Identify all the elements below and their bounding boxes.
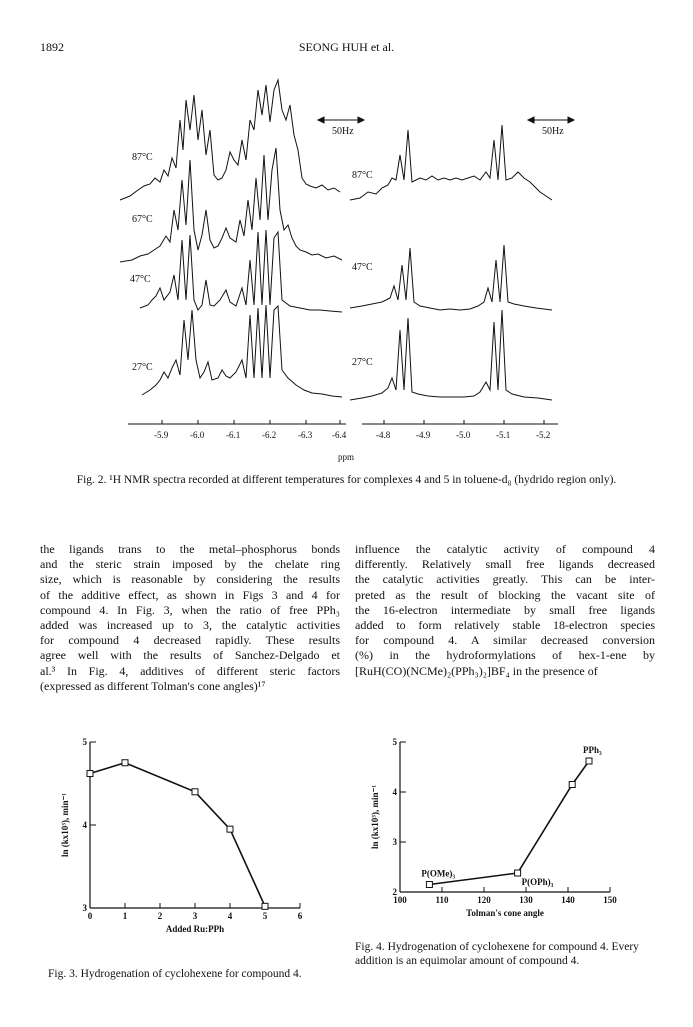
spectrum-left-27 <box>142 305 342 397</box>
body-line: (expressed as different Tolman's cone angles)¹⁷ <box>40 678 266 693</box>
x-tick-label: 6 <box>297 911 303 921</box>
y-tick-label: 3 <box>82 903 87 913</box>
x-tick-label: 140 <box>561 895 575 905</box>
x-tick-label: 0 <box>87 911 93 921</box>
body-line: and the steric strain imposed by the chelate ring <box>40 557 340 572</box>
ppm-tick-right-1: -4.9 <box>416 430 431 440</box>
scale-arrows <box>318 117 574 123</box>
spectrum-right-87 <box>350 125 552 200</box>
body-line: differently. Relatively small free ligands decreased <box>355 557 655 572</box>
data-point-marker <box>426 882 432 888</box>
body-text-left-column <box>40 542 340 694</box>
body-line: added was increased up to 3, the catalytic activities <box>40 617 340 632</box>
x-tick-label: 5 <box>262 911 268 921</box>
data-point-marker <box>227 826 233 832</box>
y-tick-label: 4 <box>392 787 397 797</box>
y-tick-label: 4 <box>82 820 87 830</box>
x-tick-label: 110 <box>435 895 449 905</box>
ppm-tick-left-0: -5.9 <box>154 430 169 440</box>
temp-label-right-27: 27°C <box>352 357 373 368</box>
body-line: preted as the result of blocking the vacant site of <box>355 587 655 602</box>
ppm-axis-label: ppm <box>337 452 355 462</box>
data-point-marker <box>122 760 128 766</box>
x-tick-label: 100 <box>393 895 407 905</box>
y-axis-label: ln (kx10³), min⁻¹ <box>370 785 380 849</box>
spectrum-right-27 <box>350 310 552 400</box>
figure3-chart <box>60 730 330 960</box>
x-axis-label: Tolman's cone angle <box>466 908 544 918</box>
temp-label-left-87: 87°C <box>132 152 153 163</box>
series-line <box>429 761 589 885</box>
point-label: P(OMe)₃ <box>421 868 456 879</box>
data-point-marker <box>87 771 93 777</box>
x-tick-label: 130 <box>519 895 533 905</box>
x-tick-label: 1 <box>122 911 128 921</box>
ppm-tick-left-1: -6.0 <box>190 430 205 440</box>
figure4-caption: Fig. 4. Hydrogenation of cyclohexene for compound 4. Every addition is an equimolar amount of compound 4. <box>355 941 639 967</box>
body-text-right-column <box>355 542 655 679</box>
ppm-tick-right-4: -5.2 <box>536 430 551 440</box>
point-label: P(OPh)₃ <box>521 877 554 887</box>
ppm-tick-right-0: -4.8 <box>376 430 391 440</box>
x-tick-label: 120 <box>477 895 491 905</box>
figure3-caption: Fig. 3. Hydrogenation of cyclohexene for compound 4. <box>48 968 302 980</box>
body-line: for compound 4 decreased rapidly. These results <box>40 633 340 648</box>
temp-label-left-47: 47°C <box>130 274 151 285</box>
y-tick-label: 5 <box>392 737 397 747</box>
figure2-caption: Fig. 2. ¹H NMR spectra recorded at different temperatures for complexes 4 and 5 in toluene-d₈ (hydrido region only). <box>76 474 617 486</box>
body-line: (%) in the hydroformylations of hex-1-ene by <box>355 648 655 663</box>
scale-label-right: 50Hz <box>542 126 564 137</box>
scale-label-left: 50Hz <box>332 126 354 137</box>
body-line: size, which is reasonable by considering the results <box>40 572 340 587</box>
temp-label-left-27: 27°C <box>132 362 153 373</box>
figure2-nmr-spectra <box>0 60 693 470</box>
y-tick-label: 3 <box>392 837 397 847</box>
y-tick-label: 2 <box>392 887 397 897</box>
y-tick-label: 5 <box>82 737 87 747</box>
data-point-marker <box>569 782 575 788</box>
series-line <box>90 763 265 907</box>
spectrum-left-87 <box>120 80 340 200</box>
x-tick-label: 4 <box>227 911 233 921</box>
body-line: [RuH(CO)(NCMe)₂(PPh₃)₂]BF₄ in the presence of <box>355 663 598 678</box>
body-line: agree well with the results of Sanchez-Delgado et <box>40 648 340 663</box>
ppm-tick-right-2: -5.0 <box>456 430 471 440</box>
body-line: the ligands trans to the metal–phosphorus bonds <box>40 542 340 556</box>
x-tick-label: 150 <box>603 895 617 905</box>
spectrum-right-47 <box>350 245 552 310</box>
y-axis-label: ln (kx10³), min⁻¹ <box>60 793 70 857</box>
body-line: the catalytic activities greatly. This can be inter- <box>355 572 655 587</box>
left-spectra <box>120 80 342 397</box>
ppm-tick-left-2: -6.1 <box>226 430 241 440</box>
body-line: of the additive effect, as shown in Figs 3 and 4 for <box>40 587 340 602</box>
data-point-marker <box>192 789 198 795</box>
x-axis-label: Added Ru:PPh <box>165 924 225 934</box>
running-title: SEONG HUH et al. <box>298 40 395 54</box>
data-point-marker <box>515 870 521 876</box>
body-line: the 16-electron intermediate by small free ligands <box>355 602 655 617</box>
ppm-tick-left-4: -6.3 <box>298 430 313 440</box>
body-line: added to form relatively stable 18-electron species <box>355 617 655 632</box>
temp-label-left-67: 67°C <box>132 214 153 225</box>
point-label: PPh₃ <box>583 745 602 755</box>
data-point-marker <box>586 758 592 764</box>
temp-label-right-47: 47°C <box>352 262 373 273</box>
data-point-marker <box>262 903 268 909</box>
right-spectra <box>350 125 552 400</box>
page-number: 1892 <box>40 40 64 54</box>
body-line: influence the catalytic activity of compound 4 <box>355 542 655 556</box>
body-line: compound 4. In Fig. 3, when the ratio of free PPh₃ <box>40 602 340 617</box>
ppm-axes <box>128 420 558 424</box>
body-line: for compound 4. A similar decreased conversion <box>355 633 655 648</box>
body-line: al.³ In Fig. 4, additives of different steric factors <box>40 663 340 678</box>
temp-label-right-87: 87°C <box>352 170 373 181</box>
ppm-tick-left-5: -6.4 <box>332 430 347 440</box>
figure4-chart <box>370 730 640 940</box>
x-tick-label: 2 <box>157 911 163 921</box>
ppm-tick-left-3: -6.2 <box>262 430 277 440</box>
x-tick-label: 3 <box>192 911 198 921</box>
ppm-tick-right-3: -5.1 <box>496 430 511 440</box>
spectrum-left-67 <box>120 148 342 262</box>
